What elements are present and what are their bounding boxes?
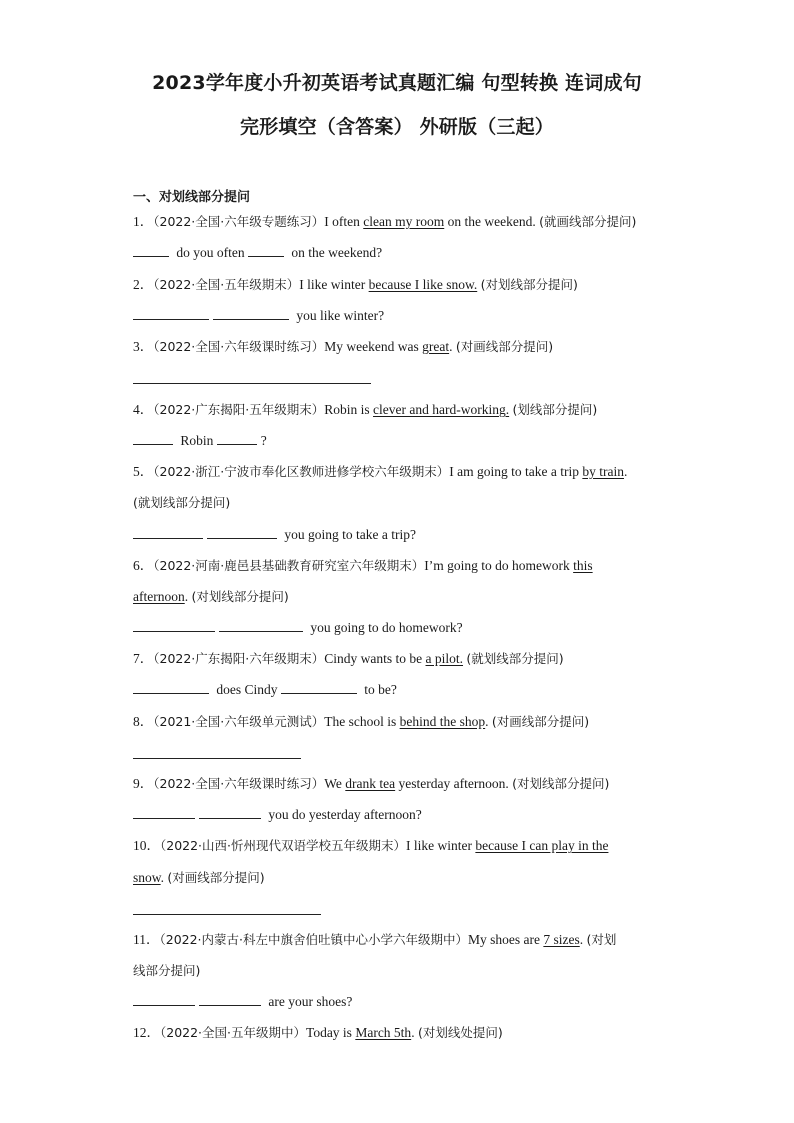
document-title-line1: 2023学年度小升初英语考试真题汇编 句型转换 连词成句 <box>152 72 642 94</box>
answer-blank[interactable] <box>133 432 173 445</box>
question-5-continued: (就划线部分提问) <box>133 495 231 510</box>
answer-blank[interactable] <box>199 806 261 819</box>
underlined-phrase: snow <box>133 870 161 885</box>
question-11-continued: 线部分提问) <box>133 963 201 978</box>
answer-line-9[interactable]: you do yesterday afternoon? <box>133 806 422 824</box>
answer-line-3[interactable] <box>133 383 371 384</box>
underlined-phrase: clean my room <box>363 214 445 229</box>
answer-line-2[interactable]: you like winter? <box>133 307 384 325</box>
underlined-phrase: behind the shop <box>399 714 486 729</box>
underlined-phrase: afternoon <box>133 589 185 604</box>
question-6: 6．（2022·河南·鹿邑县基础教育研究室六年级期末）I’m going to do homework this <box>133 558 593 573</box>
answer-blank[interactable] <box>219 619 303 632</box>
question-3: 3．（2022·全国·六年级课时练习）My weekend was great. (对画线部分提问) <box>133 339 554 354</box>
question-10: 10．（2022·山西·忻州现代双语学校五年级期末）I like winter because I can play in the <box>133 838 609 853</box>
underlined-phrase: a pilot. <box>425 651 464 666</box>
question-7: 7．（2022·广东揭阳·六年级期末）Cindy wants to be a pilot. (就划线部分提问) <box>133 651 564 666</box>
answer-line-10[interactable] <box>133 914 321 915</box>
question-9: 9．（2022·全国·六年级课时练习）We drank tea yesterday afternoon. (对划线部分提问) <box>133 776 610 791</box>
question-2: 2．（2022·全国·五年级期末）I like winter because I like snow. (对划线部分提问) <box>133 277 578 292</box>
underlined-phrase: great <box>422 339 450 354</box>
answer-blank[interactable] <box>133 619 215 632</box>
document-title-line2: 完形填空（含答案） 外研版（三起） <box>239 116 555 138</box>
answer-blank[interactable] <box>248 244 284 257</box>
question-8: 8．（2021·全国·六年级单元测试）The school is behind the shop. (对画线部分提问) <box>133 714 590 729</box>
answer-blank[interactable] <box>213 307 289 320</box>
answer-blank[interactable] <box>133 993 195 1006</box>
question-11: 11．（2022·内蒙古·科左中旗舍伯吐镇中心小学六年级期中）My shoes are 7 sizes. (对划 <box>133 932 617 947</box>
answer-blank[interactable] <box>207 526 277 539</box>
question-10-continued: snow. (对画线部分提问) <box>133 870 265 885</box>
underlined-phrase: this <box>573 558 593 573</box>
answer-line-8[interactable] <box>133 758 301 759</box>
underlined-phrase: March 5th <box>355 1025 412 1040</box>
answer-blank[interactable] <box>133 526 203 539</box>
answer-blank[interactable] <box>133 307 209 320</box>
answer-blank[interactable] <box>133 244 169 257</box>
answer-blank[interactable] <box>217 432 257 445</box>
answer-line-5[interactable]: you going to take a trip? <box>133 526 416 544</box>
answer-line-4[interactable]: Robin ? <box>133 432 267 450</box>
answer-blank[interactable] <box>133 681 209 694</box>
underlined-phrase: because I can play in the <box>475 838 609 853</box>
underlined-phrase: because I like snow. <box>368 277 478 292</box>
underlined-phrase: clever and hard-working. <box>373 402 510 417</box>
answer-line-1[interactable]: do you often on the weekend? <box>133 244 382 262</box>
question-1: 1．（2022·全国·六年级专题练习）I often clean my room on the weekend. (就画线部分提问) <box>133 214 637 229</box>
underlined-phrase: drank tea <box>345 776 396 791</box>
question-4: 4．（2022·广东揭阳·五年级期末）Robin is clever and hard-working. (划线部分提问) <box>133 402 598 417</box>
answer-blank[interactable] <box>133 806 195 819</box>
underlined-phrase: by train <box>582 464 624 479</box>
answer-blank[interactable] <box>281 681 357 694</box>
underlined-phrase: 7 sizes <box>543 932 580 947</box>
question-6-continued: afternoon. (对划线部分提问) <box>133 589 289 604</box>
question-12: 12．（2022·全国·五年级期中）Today is March 5th. (对划线处提问) <box>133 1025 503 1040</box>
question-5: 5．（2022·浙江·宁波市奉化区教师进修学校六年级期末）I am going to take a trip by train. <box>133 464 628 479</box>
answer-line-11[interactable]: are your shoes? <box>133 993 352 1011</box>
answer-blank[interactable] <box>199 993 261 1006</box>
answer-line-7[interactable]: does Cindy to be? <box>133 681 397 699</box>
answer-line-6[interactable]: you going to do homework? <box>133 619 463 637</box>
section-heading: 一、对划线部分提问 <box>133 190 251 205</box>
